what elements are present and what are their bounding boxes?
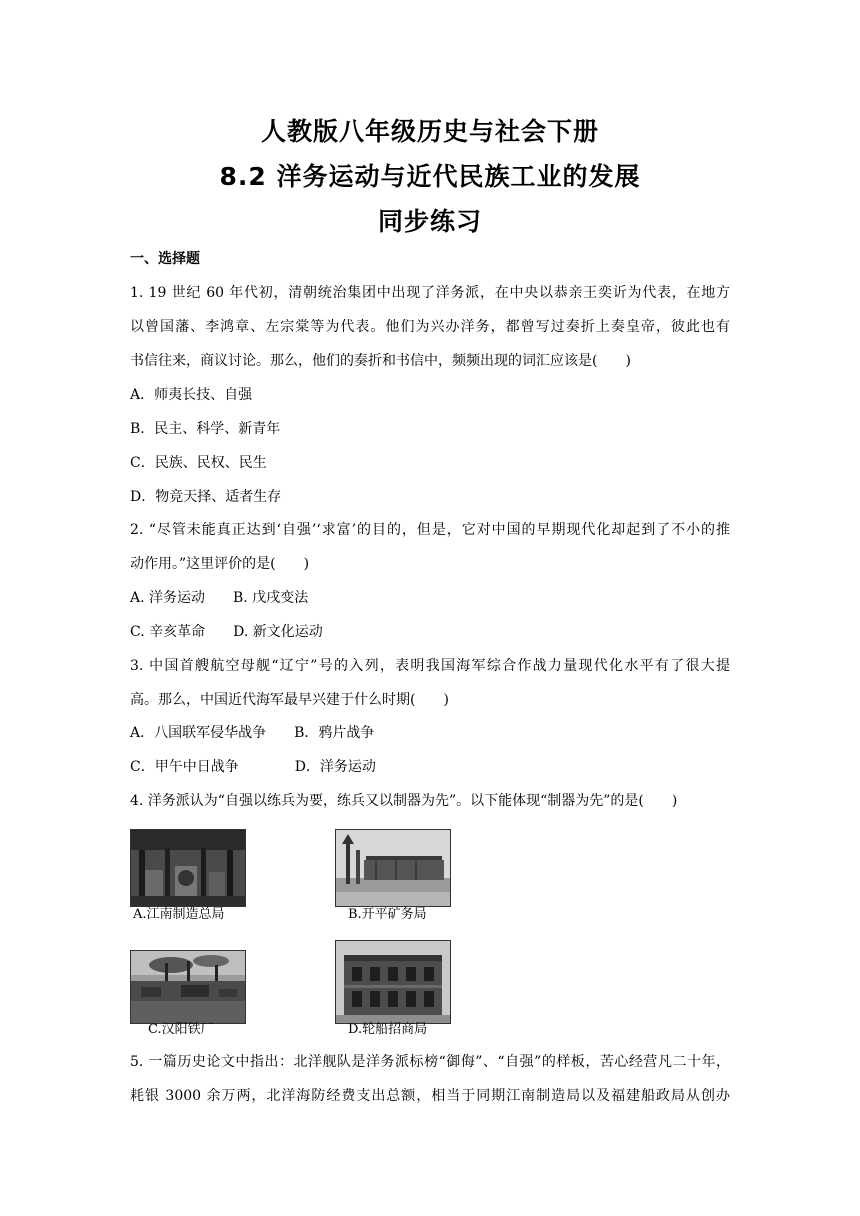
q1-option-c: C．民族、民权、民生 <box>130 455 267 471</box>
q1-option-b: B．民主、科学、新青年 <box>130 421 281 437</box>
q1-option-d: D．物竞天择、适者生存 <box>130 489 282 505</box>
q2-options-row1: A. 洋务运动 B. 戊戌变法 <box>130 590 309 606</box>
caption-d: D.轮船招商局 <box>348 1022 428 1037</box>
q1-option-a: A．师夷长技、自强 <box>130 387 253 403</box>
q2-line2: 动作用。”这里评价的是( ) <box>130 556 310 572</box>
photo-jiangnan-arsenal <box>130 829 246 907</box>
caption-c: C.汉阳铁厂 <box>148 1022 214 1037</box>
q1-line2: 以曾国藩、李鸿章、左宗棠等为代表。他们为兴办洋务，都曾写过奏折上奏皇帝，彼此也有 <box>130 319 730 335</box>
q3-options-row2: C．甲午中日战争 D．洋务运动 <box>130 759 376 775</box>
q2-line1: 2. “尽管未能真正达到‘自强’‘求富’的目的，但是，它对中国的早期现代化却起到了不小的推 <box>130 522 730 538</box>
doc-title-line2: 8.2 洋务运动与近代民族工业的发展 <box>219 162 641 191</box>
q3-line1: 3. 中国首艘航空母舰“辽宁”号的入列，表明我国海军综合作战力量现代化水平有了很大提 <box>130 658 730 674</box>
q4-line1: 4. 洋务派认为“自强以练兵为要，练兵又以制器为先”。以下能体现“制器为先”的是( ) <box>130 793 678 809</box>
caption-a: A.江南制造总局 <box>133 907 225 922</box>
doc-title-line3: 同步练习 <box>377 207 482 236</box>
q1-line3: 书信往来，商议讨论。那么，他们的奏折和书信中，频频出现的词汇应该是( ) <box>130 353 631 369</box>
q3-line2: 高。那么，中国近代海军最早兴建于什么时期( ) <box>130 692 449 708</box>
caption-b: B.开平矿务局 <box>348 907 427 922</box>
q3-options-row1: A．八国联军侵华战争 B．鸦片战争 <box>130 725 375 741</box>
q5-line2: 耗银 3000 余万两，北洋海防经费支出总额，相当于同期江南制造局以及福建船政局从创办 <box>130 1088 730 1104</box>
doc-title-line1: 人教版八年级历史与社会下册 <box>260 117 599 146</box>
q2-options-row2: C. 辛亥革命 D. 新文化运动 <box>130 624 323 640</box>
q1-line1: 1. 19 世纪 60 年代初，清朝统治集团中出现了洋务派，在中央以恭亲王奕䜣为代表，在地方 <box>130 285 730 301</box>
q5-line1: 5. 一篇历史论文中指出：北洋舰队是洋务派标榜“御侮”、“自强”的样板，苦心经营凡二十年， <box>130 1054 730 1070</box>
photo-kaiping-mine <box>335 829 451 907</box>
section-label: 一、选择题 <box>130 251 200 267</box>
photo-china-merchants-steam <box>335 940 451 1024</box>
photo-hanyang-iron-works <box>130 950 246 1024</box>
